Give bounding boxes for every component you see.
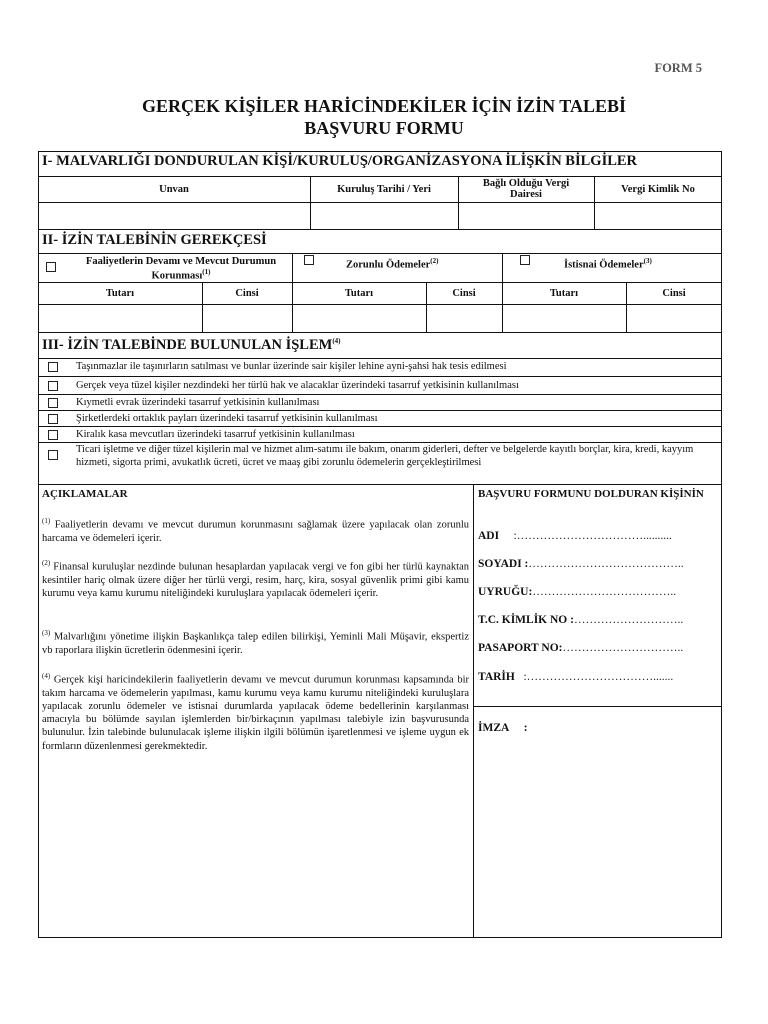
divider: [292, 282, 293, 332]
amount-header-2: Tutarı: [344, 288, 374, 299]
divider: [38, 376, 722, 377]
checkbox-item-2[interactable]: [48, 381, 58, 391]
checkbox-item-3[interactable]: [48, 398, 58, 408]
header-unvan: Unvan: [159, 184, 189, 195]
divider: [38, 358, 722, 359]
type-header-1: Cinsi: [235, 288, 259, 299]
checkbox-item-6[interactable]: [48, 450, 58, 460]
checkbox-item-1[interactable]: [48, 362, 58, 372]
header-founding: Kuruluş Tarihi / Yeri: [337, 184, 431, 195]
note-2: $^{(2)}$ Finansal kuruluşlar nezdinde bulunan hesaplardan yapılacak vergi ve fon gibi her türlü kaynaktan kesintiler hariç olmak üzere diğer her türlü vergi, resim, harç, kira, sosyal güvenlik primi gibi kamu kurumu veya kamu kurumu niteliğindeki kuruluşlara yapılacak ödemeleri içerir.: [42, 559, 470, 599]
checkbox-item-4[interactable]: [48, 414, 58, 424]
field-tc-id[interactable]: T.C. KİMLİK NO :………………………..: [478, 614, 684, 626]
section-3-title: III- İZİN TALEBİNDE BULUNULAN İŞLEM$^{(4)}$: [42, 337, 341, 353]
divider: [473, 706, 722, 707]
divider: [38, 282, 722, 283]
list-item: Ticari işletme ve diğer tüzel kişilerin mal ve hizmet alım-satımı ile bakım, onarım giderleri, defter ve belgelerde kayıtlı borçlar, kira, kredi, kayyım hizmeti, sigorta primi, avukatlık ücreti, ücret ve maaş gibi zorunlu ödemelerin gerçekleştirilmesi: [76, 444, 694, 468]
section-1-title: I- MALVARLIĞI DONDURULAN KİŞİ/KURULUŞ/ORGANİZASYONA İLİŞKİN BİLGİLER: [42, 153, 638, 169]
applicant-title: BAŞVURU FORMUNU DOLDURAN KİŞİNİN: [478, 488, 704, 500]
divider: [458, 176, 459, 229]
note-3: $^{(3)}$ Malvarlığını yönetime ilişkin Başkanlıkça talep edilen bilirkişi, Yeminli Mali Müşavir, ekspertiz vb raporlara ilişkin ücretlerin ödenmesini içerir.: [42, 629, 470, 656]
option-exceptional: İstisnai Ödemeler$^{(3)}$: [564, 257, 652, 271]
divider: [38, 394, 722, 395]
divider: [502, 253, 503, 282]
divider: [426, 282, 427, 332]
header-tax-id: Vergi Kimlik No: [621, 184, 695, 195]
divider: [594, 176, 595, 229]
type-header-2: Cinsi: [452, 288, 476, 299]
divider: [38, 332, 722, 333]
title-line-2: BAŞVURU FORMU: [304, 118, 464, 138]
explanations-title: AÇIKLAMALAR: [42, 488, 128, 500]
divider: [202, 282, 203, 332]
list-item: Kiralık kasa mevcutları üzerindeki tasarruf yetkisinin kullanılması: [76, 429, 355, 440]
page-title: [0, 95, 768, 139]
list-item: Kıymetli evrak üzerindeki tasarruf yetkisinin kullanılması: [76, 397, 320, 408]
type-header-3: Cinsi: [662, 288, 686, 299]
checkbox-exceptional[interactable]: [520, 255, 530, 265]
field-surname[interactable]: SOYADI :…………………………………..: [478, 558, 684, 570]
divider: [38, 304, 722, 305]
title-line-1: GERÇEK KİŞİLER HARİCİNDEKİLER İÇİN İZİN TALEBİ: [142, 96, 626, 116]
divider: [38, 202, 722, 203]
divider: [473, 484, 474, 938]
list-item: Şirketlerdeki ortaklık payları üzerindeki tasarruf yetkisinin kullanılması: [76, 413, 378, 424]
divider: [502, 282, 503, 332]
option-mandatory: Zorunlu Ödemeler$^{(2)}$: [346, 257, 439, 271]
checkbox-mandatory[interactable]: [304, 255, 314, 265]
header-tax-office: Bağlı Olduğu Vergi Dairesi: [482, 178, 570, 200]
divider: [292, 253, 293, 282]
signature-field[interactable]: İMZA :: [478, 722, 528, 734]
list-item: Gerçek veya tüzel kişiler nezdindeki her türlü hak ve alacaklar üzerindeki tasarruf yetkisinin kullanılması: [76, 380, 519, 391]
section-2-title: II- İZİN TALEBİNİN GEREKÇESİ: [42, 232, 267, 248]
divider: [38, 229, 722, 230]
note-4: $^{(4)}$ Gerçek kişi haricindekilerin faaliyetlerin devamı ve mevcut durumun korunması kapsamında bir takım harcama ve ödemelerin yapılması, kamu kurumu veya kamu kurumu niteliğindeki kuruluşlara yapılacak zorunlu ödemeler ve istisnai durumlarda yapılacak ödeme bedellerinin karşılanması amacıyla bu bölümde sayılan işlemlerden bir/birkaçının yapılması talebiyle izin başvurusunda bulunulur. İzin talebinde bulunulacak işleme ilişkin ilgili bölümün işaretlenmesi ve işleme uygun ek formların düzenlenmesi gerekmektedir.: [42, 672, 469, 752]
field-date[interactable]: TARİH :…………………………….......: [478, 671, 674, 683]
divider: [310, 176, 311, 229]
divider: [38, 484, 722, 485]
option-activities: Faaliyetlerin Devamı ve Mevcut Durumun Korunması$^{(1)}$: [85, 256, 277, 282]
list-item: Taşınmazlar ile taşınırların satılması ve bunlar üzerinde sair kişiler lehine ayni-şahsi hak tesis edilmesi: [76, 361, 507, 372]
amount-header-1: Tutarı: [105, 288, 135, 299]
divider: [38, 410, 722, 411]
checkbox-activities[interactable]: [46, 262, 56, 272]
field-nationality[interactable]: UYRUĞU:………………………………..: [478, 586, 677, 598]
field-name[interactable]: ADI :……………………………..........: [478, 530, 672, 542]
divider: [626, 282, 627, 332]
divider: [38, 426, 722, 427]
divider: [38, 253, 722, 254]
amount-header-3: Tutarı: [549, 288, 579, 299]
form-number: FORM 5: [654, 61, 702, 75]
checkbox-item-5[interactable]: [48, 430, 58, 440]
note-1: $^{(1)}$ Faaliyetlerin devamı ve mevcut durumun korunmasını sağlamak üzere yapılacak olan zorunlu harcama ve ödemeleri içerir.: [42, 517, 469, 544]
divider: [38, 176, 722, 177]
field-passport[interactable]: PASAPORT NO:…………………………..: [478, 642, 684, 654]
